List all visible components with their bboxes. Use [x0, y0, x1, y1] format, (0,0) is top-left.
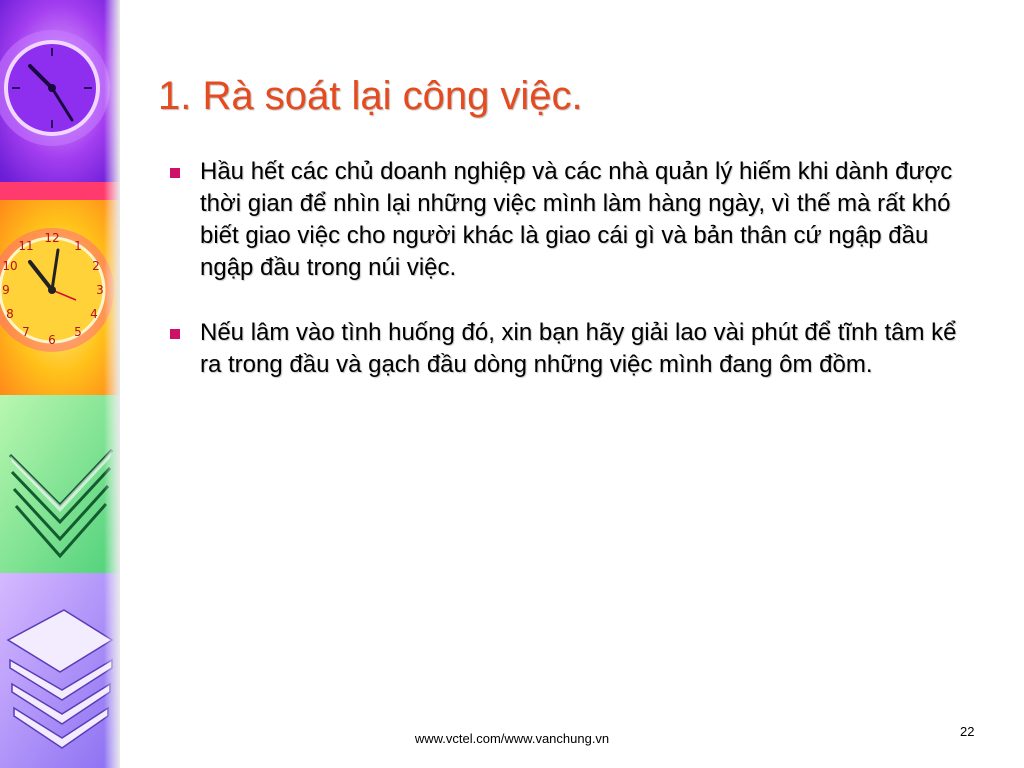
svg-text:10: 10 [2, 259, 18, 273]
svg-text:6: 6 [48, 333, 56, 347]
svg-text:7: 7 [22, 325, 30, 339]
bullet-text: Hầu hết các chủ doanh nghiệp và các nhà quản lý hiếm khi dành được thời gian để nhìn lại những việc mình làm hàng ngày, vì thế mà rất khó biết giao việc cho người khác là giao cái gì và bản thân cứ ngập đầu ngập đầu trong núi việc. [200, 158, 953, 281]
decorative-image-strip [0, 0, 120, 768]
purple-clock-image [0, 0, 120, 182]
yellow-clock-image [0, 182, 120, 395]
bullet-item [170, 156, 980, 284]
decorative-strip-graphic [0, 0, 120, 768]
svg-text:11: 11 [18, 239, 34, 253]
slide-title: 1. Rà soát lại công việc. [158, 74, 583, 118]
square-bullet-icon [170, 329, 180, 339]
svg-text:3: 3 [96, 283, 104, 297]
svg-text:4: 4 [90, 307, 98, 321]
green-books-image [0, 395, 120, 573]
footer-url: www.vctel.com/www.vanchung.vn [414, 731, 610, 746]
svg-text:8: 8 [6, 307, 14, 321]
svg-text:2: 2 [92, 259, 100, 273]
bullet-list [170, 156, 980, 414]
svg-text:9: 9 [2, 283, 10, 297]
square-bullet-icon [170, 168, 180, 178]
bullet-item [170, 317, 980, 381]
svg-text:5: 5 [74, 325, 82, 339]
svg-text:12: 12 [44, 231, 60, 245]
svg-text:1: 1 [74, 239, 82, 253]
page-number: 22 [960, 724, 975, 739]
bullet-text: Nếu lâm vào tình huống đó, xin bạn hãy giải lao vài phút để tĩnh tâm kể ra trong đầu và gạch đầu dòng những việc mình đang ôm đồm. [200, 319, 957, 378]
